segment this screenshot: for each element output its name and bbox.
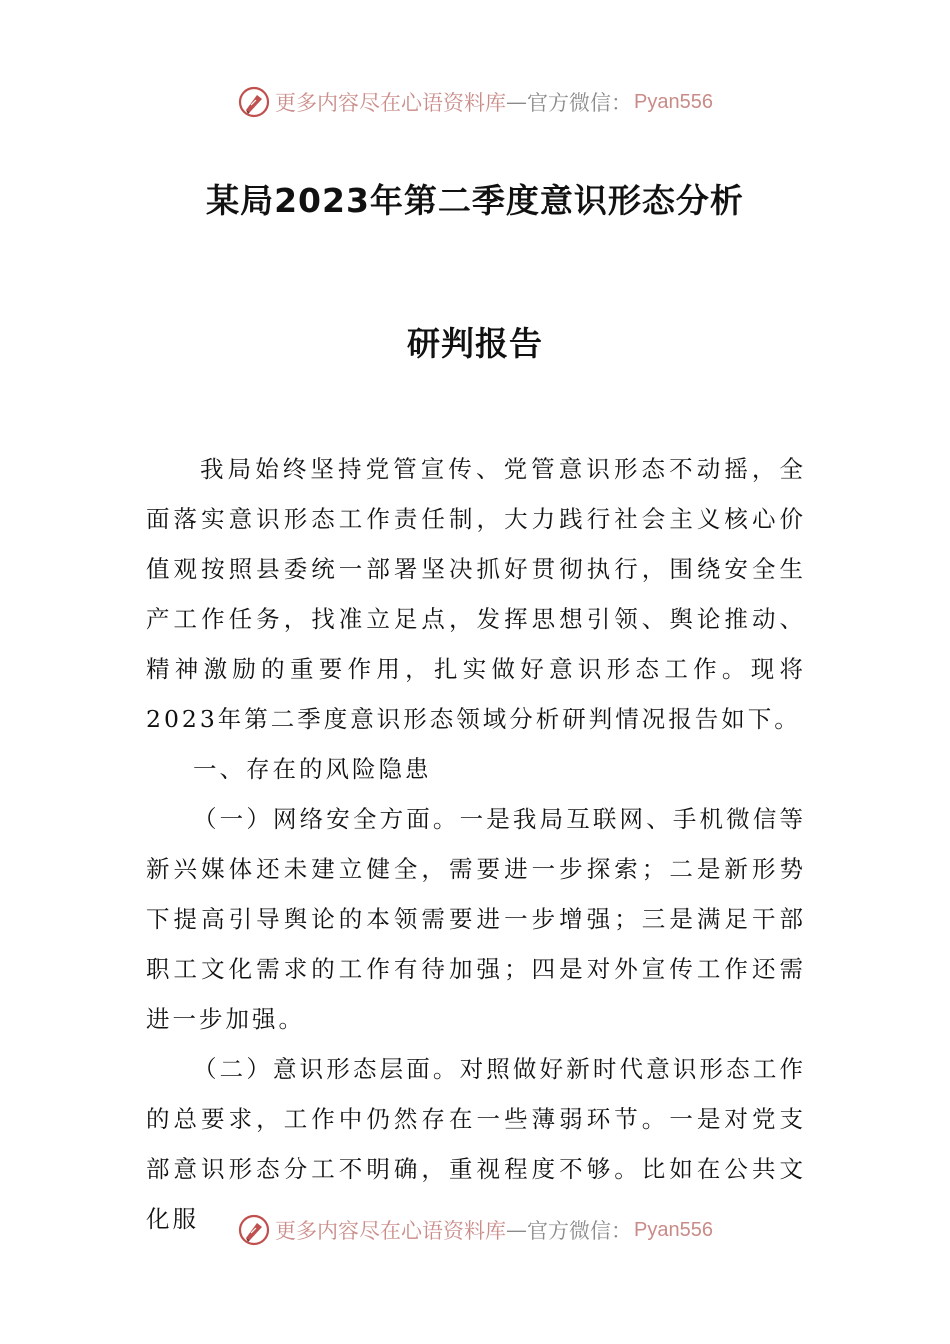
subsection-paragraph-ideology: （二）意识形态层面。对照做好新时代意识形态工作的总要求，工作中仍然存在一些薄弱环节。一是对党支部意识形态分工不明确，重视程度不够。比如在公共文化服	[146, 1055, 806, 1233]
banner-wechat-label: 官方微信：	[527, 1219, 633, 1243]
document-title-line-1: 某局2023年第二季度意识形态分析	[206, 181, 744, 220]
banner-dash: —	[506, 90, 528, 114]
intro-paragraph: 我局始终坚持党管宣传、党管意识形态不动摇，全面落实意识形态工作责任制，大力践行社会主义核心价值观按照县委统一部署坚决抓好贯彻执行，围绕安全生产工作任务，找准立足点，发挥思想引领、舆论推动、精神激励的重要作用，扎实做好意识形态工作。现将2023年第二季度意识形态领域分析研判情况报告如下。	[146, 455, 806, 733]
banner-wechat-label: 官方微信：	[527, 91, 633, 115]
banner-wechat-account: Pyan556	[634, 1218, 713, 1241]
banner-wechat-account: Pyan556	[634, 90, 713, 113]
document-body	[146, 444, 806, 1244]
banner-dash: —	[506, 1218, 528, 1242]
banner-promo-text: 更多内容尽在心语资料库	[275, 91, 507, 115]
bottom-watermark-banner	[0, 1210, 950, 1250]
section-heading: 一、存在的风险隐患	[193, 755, 432, 783]
top-watermark-banner	[0, 82, 950, 122]
document-title-line-2: 研判报告	[407, 324, 543, 363]
subsection-paragraph-network: （一）网络安全方面。一是我局互联网、手机微信等新兴媒体还未建立健全，需要进一步探索；二是新形势下提高引导舆论的本领需要进一步增强；三是满足干部职工文化需求的工作有待加强；四是对外宣传工作还需进一步加强。	[146, 805, 806, 1033]
banner-promo-text: 更多内容尽在心语资料库	[275, 1219, 507, 1243]
pen-nib-logo-icon	[237, 1213, 271, 1247]
pen-nib-logo-icon	[237, 85, 271, 119]
